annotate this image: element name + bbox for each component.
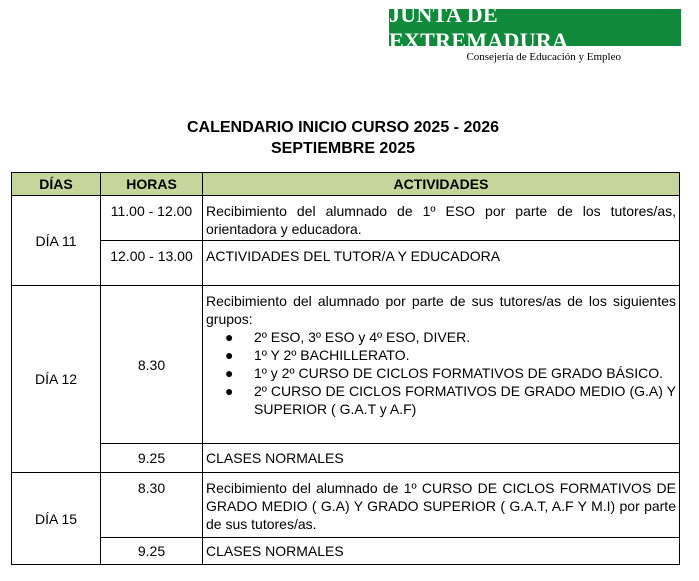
hour-cell: 11.00 - 12.00 bbox=[101, 196, 203, 241]
day-cell: DÍA 12 bbox=[12, 286, 101, 473]
hour-cell: 8.30 bbox=[101, 473, 203, 538]
table-header-row bbox=[12, 173, 680, 196]
activity-group-list bbox=[206, 328, 676, 418]
bullet-icon: ● bbox=[225, 383, 234, 399]
bullet-icon: ● bbox=[225, 347, 234, 363]
activity-cell: Recibimiento del alumnado de 1º ESO por parte de los tutores/as, orientadora y educadora. bbox=[203, 196, 680, 241]
table-row bbox=[12, 241, 680, 286]
calendar-table bbox=[11, 172, 680, 565]
document-subtitle: SEPTIEMBRE 2025 bbox=[270, 140, 416, 157]
bullet-icon: ● bbox=[225, 329, 234, 345]
activity-cell: CLASES NORMALES bbox=[203, 444, 680, 473]
logo-org-subtitle: Consejería de Educación y Empleo bbox=[466, 51, 621, 63]
hour-cell: 8.30 bbox=[101, 286, 203, 444]
table-row bbox=[12, 473, 680, 538]
activity-cell: CLASES NORMALES bbox=[203, 538, 680, 565]
table-row bbox=[12, 286, 680, 444]
activity-cell bbox=[203, 286, 680, 444]
header-actividades: ACTIVIDADES bbox=[203, 173, 680, 196]
list-item: ● 1º y 2º CURSO DE CICLOS FORMATIVOS DE GRADO BÁSICO. bbox=[225, 365, 664, 381]
bullet-icon: ● bbox=[225, 365, 234, 381]
logo-org-name: JUNTA DE EXTREMADURA bbox=[389, 9, 681, 46]
hour-cell: 12.00 - 13.00 bbox=[101, 241, 203, 286]
list-item: ● 2º CURSO DE CICLOS FORMATIVOS DE GRADO MEDIO (G.A) Y SUPERIOR ( G.A.T y A.F) bbox=[225, 383, 676, 417]
hour-cell: 9.25 bbox=[101, 538, 203, 565]
day-cell: DÍA 15 bbox=[12, 473, 101, 565]
activity-cell: ACTIVIDADES DEL TUTOR/A Y EDUCADORA bbox=[203, 241, 680, 286]
activity-cell: Recibimiento del alumnado de 1º CURSO DE CICLOS FORMATIVOS DE GRADO MEDIO ( G.A) Y GRADO SUPERIOR ( G.A.T, A.F Y M.I) por parte de sus tutores/as. bbox=[203, 473, 680, 538]
hour-cell: 9.25 bbox=[101, 444, 203, 473]
activity-intro: Recibimiento del alumnado por parte de sus tutores/as de los siguientes grupos: bbox=[206, 293, 676, 327]
header-dias: DÍAS bbox=[12, 173, 101, 196]
list-item: ● 1º Y 2º BACHILLERATO. bbox=[225, 347, 410, 363]
table-row bbox=[12, 538, 680, 565]
header-horas: HORAS bbox=[101, 173, 203, 196]
document-title: CALENDARIO INICIO CURSO 2025 - 2026 bbox=[186, 119, 500, 136]
day-cell: DÍA 11 bbox=[12, 196, 101, 286]
list-item: ● 2º ESO, 3º ESO y 4º ESO, DIVER. bbox=[225, 329, 471, 345]
junta-logo bbox=[389, 1, 681, 63]
table-row bbox=[12, 196, 680, 241]
table-row bbox=[12, 444, 680, 473]
